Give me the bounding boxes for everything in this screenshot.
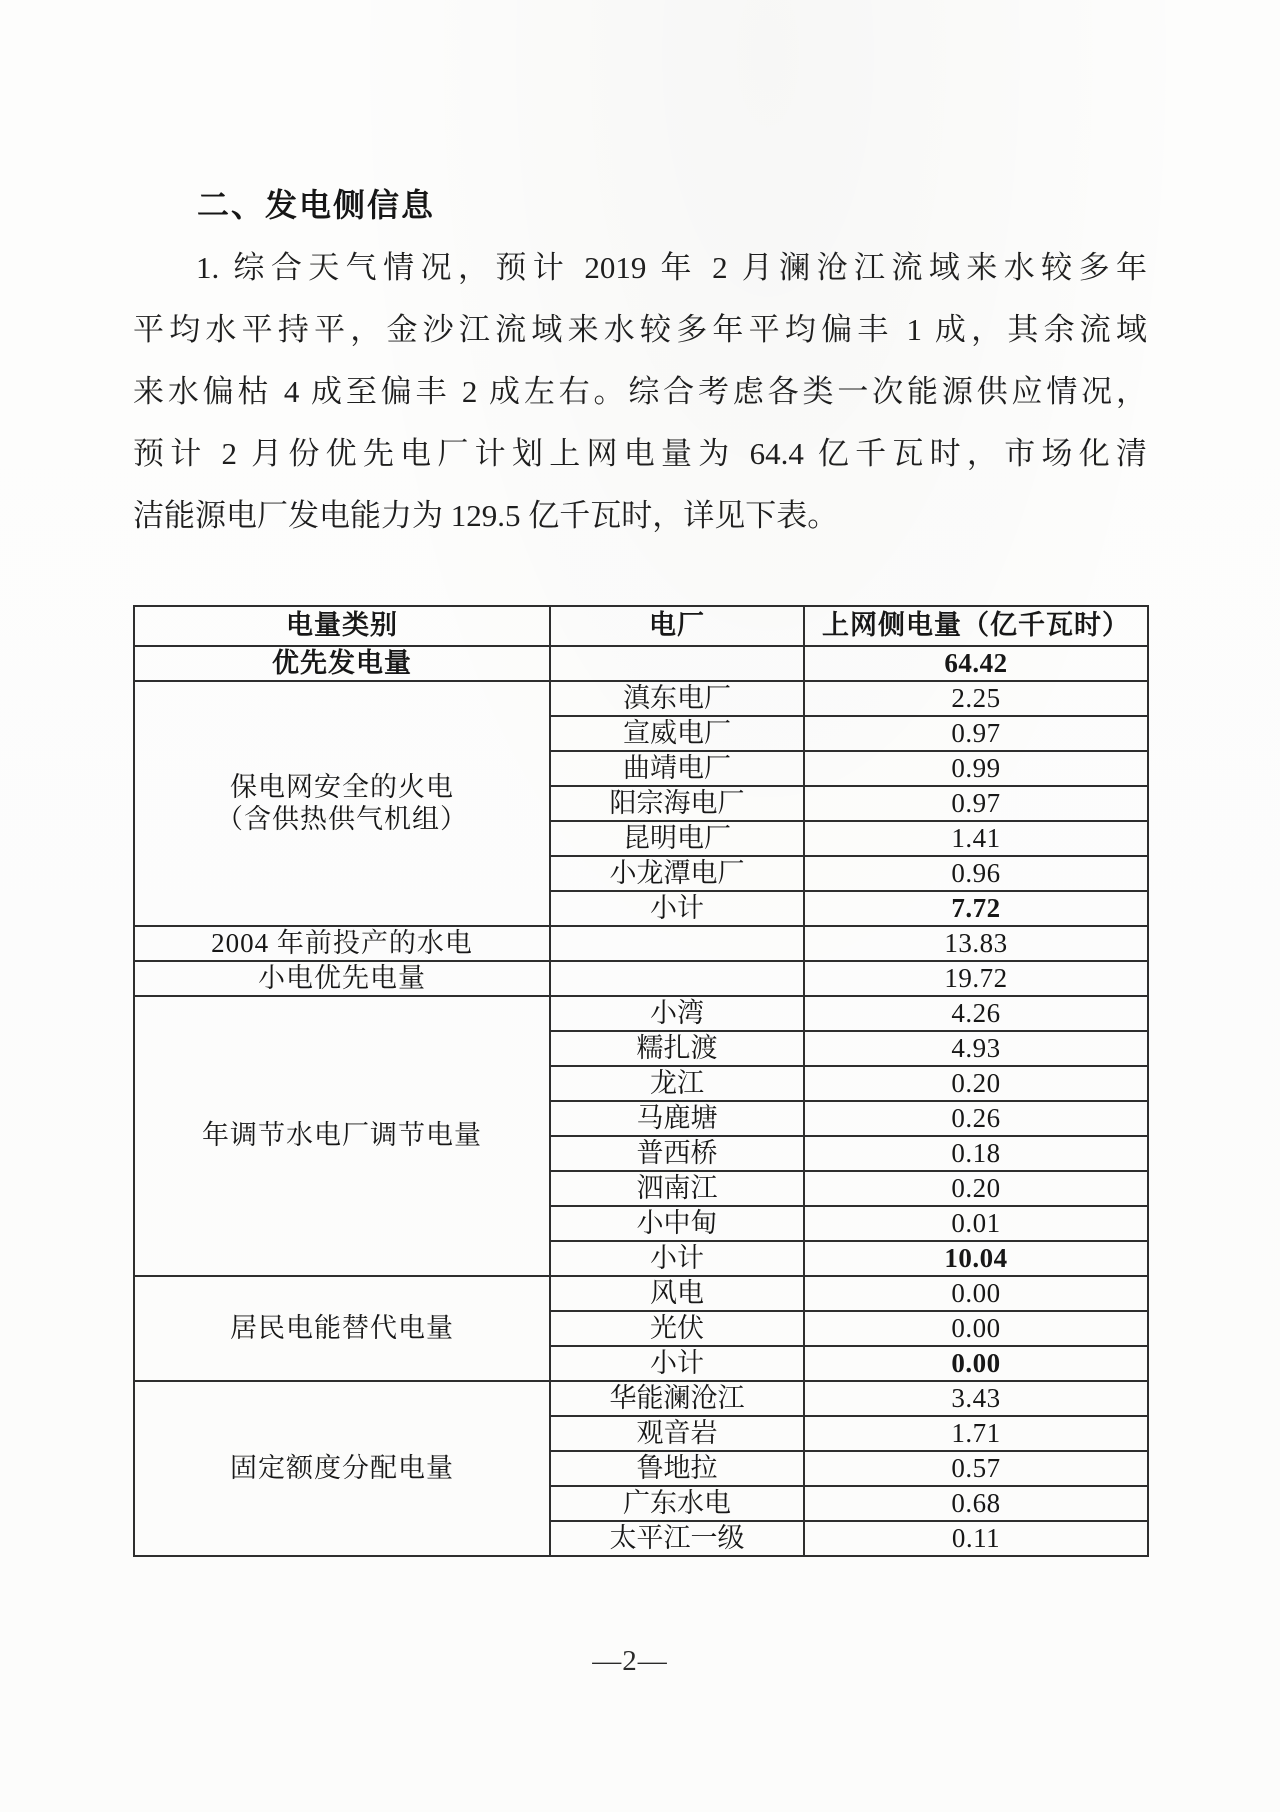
energy-value-cell: 0.00 — [804, 1276, 1148, 1311]
energy-value-cell: 10.04 — [804, 1241, 1148, 1276]
category-cell: 年调节水电厂调节电量 — [134, 996, 550, 1276]
energy-value-cell: 0.00 — [804, 1311, 1148, 1346]
plant-cell: 小计 — [550, 1241, 804, 1276]
energy-value-cell: 0.96 — [804, 856, 1148, 891]
category-cell: 居民电能替代电量 — [134, 1276, 550, 1381]
energy-value-cell: 1.71 — [804, 1416, 1148, 1451]
section-heading: 二、发电侧信息 — [197, 187, 436, 223]
table-row — [134, 996, 1148, 1031]
power-table — [133, 605, 1149, 1557]
energy-value-cell: 0.97 — [804, 786, 1148, 821]
header-plant: 电厂 — [550, 606, 804, 646]
energy-value-cell: 4.26 — [804, 996, 1148, 1031]
table-row — [134, 926, 1148, 961]
table-row — [134, 646, 1148, 681]
plant-cell: 糯扎渡 — [550, 1031, 804, 1066]
plant-cell: 小湾 — [550, 996, 804, 1031]
plant-cell: 马鹿塘 — [550, 1101, 804, 1136]
category-cell: 优先发电量 — [134, 646, 550, 681]
plant-cell — [550, 961, 804, 996]
category-cell: 保电网安全的火电 （含供热供气机组） — [134, 681, 550, 926]
energy-value-cell: 7.72 — [804, 891, 1148, 926]
energy-value-cell: 0.68 — [804, 1486, 1148, 1521]
energy-value-cell: 0.97 — [804, 716, 1148, 751]
paragraph-line: 1. 综合天气情况，预计 2019 年 2 月澜沧江流域来水较多年 — [196, 250, 1147, 285]
plant-cell: 风电 — [550, 1276, 804, 1311]
energy-value-cell: 0.26 — [804, 1101, 1148, 1136]
energy-value-cell: 0.01 — [804, 1206, 1148, 1241]
energy-value-cell: 19.72 — [804, 961, 1148, 996]
plant-cell — [550, 646, 804, 681]
plant-cell: 普西桥 — [550, 1136, 804, 1171]
energy-value-cell: 0.57 — [804, 1451, 1148, 1486]
plant-cell: 曲靖电厂 — [550, 751, 804, 786]
plant-cell — [550, 926, 804, 961]
category-cell: 固定额度分配电量 — [134, 1381, 550, 1556]
energy-value-cell: 13.83 — [804, 926, 1148, 961]
table-header-row — [134, 606, 1148, 646]
category-cell: 2004 年前投产的水电 — [134, 926, 550, 961]
plant-cell: 小计 — [550, 1346, 804, 1381]
plant-cell: 泗南江 — [550, 1171, 804, 1206]
plant-cell: 小中甸 — [550, 1206, 804, 1241]
plant-cell: 昆明电厂 — [550, 821, 804, 856]
page-number: —2— — [592, 1645, 668, 1677]
energy-value-cell: 2.25 — [804, 681, 1148, 716]
energy-value-cell: 64.42 — [804, 646, 1148, 681]
paragraph-line: 来水偏枯 4 成至偏丰 2 成左右。综合考虑各类一次能源供应情况， — [133, 374, 1147, 409]
header-category: 电量类别 — [134, 606, 550, 646]
intro-paragraph — [133, 237, 1147, 547]
table-row — [134, 1276, 1148, 1311]
plant-cell: 光伏 — [550, 1311, 804, 1346]
plant-cell: 小龙潭电厂 — [550, 856, 804, 891]
plant-cell: 鲁地拉 — [550, 1451, 804, 1486]
plant-cell: 小计 — [550, 891, 804, 926]
energy-value-cell: 0.20 — [804, 1171, 1148, 1206]
plant-cell: 滇东电厂 — [550, 681, 804, 716]
table-row — [134, 961, 1148, 996]
category-cell: 小电优先电量 — [134, 961, 550, 996]
table-body — [134, 646, 1148, 1556]
table-row — [134, 681, 1148, 716]
plant-cell: 观音岩 — [550, 1416, 804, 1451]
plant-cell: 广东水电 — [550, 1486, 804, 1521]
energy-value-cell: 0.99 — [804, 751, 1148, 786]
energy-value-cell: 4.93 — [804, 1031, 1148, 1066]
energy-value-cell: 0.20 — [804, 1066, 1148, 1101]
plant-cell: 阳宗海电厂 — [550, 786, 804, 821]
energy-value-cell: 1.41 — [804, 821, 1148, 856]
paragraph-line: 预计 2 月份优先电厂计划上网电量为 64.4 亿千瓦时，市场化清 — [133, 436, 1147, 471]
plant-cell: 太平江一级 — [550, 1521, 804, 1556]
plant-cell: 宣威电厂 — [550, 716, 804, 751]
energy-value-cell: 0.18 — [804, 1136, 1148, 1171]
energy-value-cell: 0.00 — [804, 1346, 1148, 1381]
paragraph-line: 平均水平持平，金沙江流域来水较多年平均偏丰 1 成，其余流域 — [133, 312, 1147, 347]
plant-cell: 华能澜沧江 — [550, 1381, 804, 1416]
plant-cell: 龙江 — [550, 1066, 804, 1101]
table-row — [134, 1381, 1148, 1416]
paragraph-line: 洁能源电厂发电能力为 129.5 亿千瓦时，详见下表。 — [133, 498, 839, 533]
energy-value-cell: 3.43 — [804, 1381, 1148, 1416]
header-energy: 上网侧电量（亿千瓦时） — [804, 606, 1148, 646]
energy-value-cell: 0.11 — [804, 1521, 1148, 1556]
